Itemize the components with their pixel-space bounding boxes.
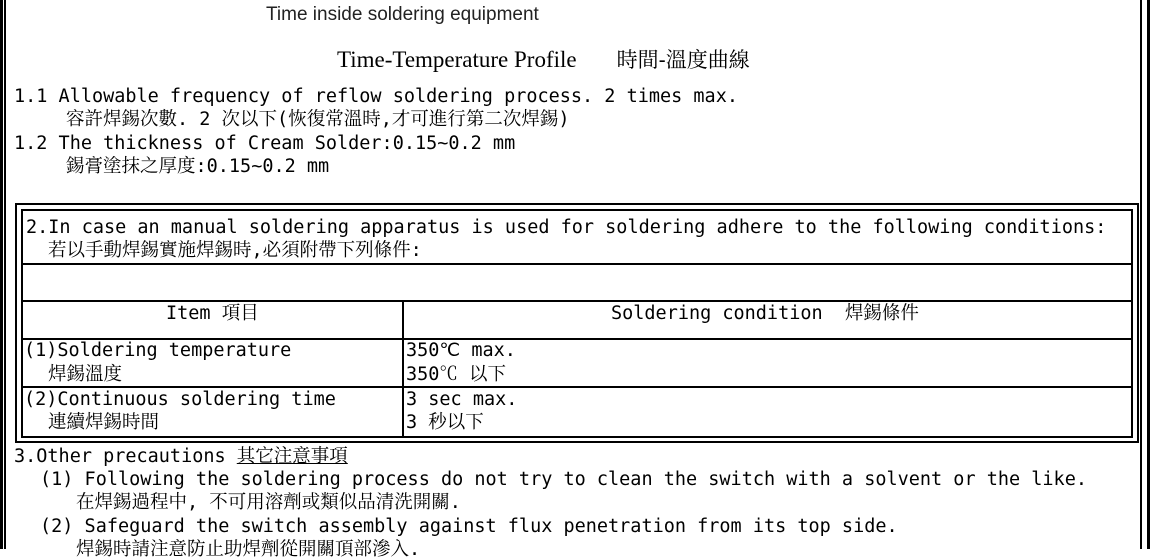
precaution-2-zh: 焊錫時請注意防止助焊劑從開關頂部滲入.: [76, 539, 421, 560]
precaution-2-en: (2) Safeguard the switch assembly against flux penetration from its top side.: [40, 516, 898, 537]
row-item-zh: 焊錫溫度: [48, 364, 123, 385]
page-frame-right: [1140, 0, 1150, 549]
table-divider: [21, 386, 1133, 388]
other-precautions-heading: [14, 448, 348, 467]
title-chinese: 時間-溫度曲線: [616, 48, 750, 72]
row-item-zh: 連續焊錫時間: [48, 412, 160, 433]
column-header-item: Item 項目: [166, 303, 259, 324]
manual-soldering-heading-en: 2.In case an manual soldering apparatus is used for soldering adhere to the following conditions:: [26, 217, 1107, 238]
row-condition-zh: 3 秒以下: [406, 412, 484, 433]
other-precautions-heading-zh: 其它注意事項: [236, 446, 348, 467]
table-divider: [21, 263, 1133, 265]
other-precautions-heading-en: 3.Other precautions: [14, 446, 237, 467]
title-english: Time-Temperature Profile: [337, 47, 577, 72]
row-condition-en: 350℃ max.: [406, 340, 516, 361]
manual-soldering-heading-zh: 若以手動焊錫實施焊錫時,必須附帶下列條件:: [48, 240, 422, 261]
row-condition-en: 3 sec max.: [406, 389, 518, 410]
column-header-condition: Soldering condition 焊錫條件: [611, 303, 919, 324]
row-condition-zh: 350℃ 以下: [406, 364, 507, 385]
table-divider: [21, 300, 1133, 302]
cream-solder-thickness-zh: 錫膏塗抹之厚度:0.15~0.2 mm: [66, 156, 330, 177]
row-item-en: (1)Soldering temperature: [24, 340, 292, 361]
reflow-frequency-zh: 容許焊錫次數. 2 次以下(恢復常溫時,才可進行第二次焊錫): [66, 109, 570, 130]
precaution-1-zh: 在焊錫過程中, 不可用溶劑或類似品清洗開關.: [76, 492, 461, 513]
page-title: [337, 44, 750, 74]
cream-solder-thickness-en: 1.2 The thickness of Cream Solder:0.15~0.2 mm: [14, 133, 516, 154]
row-item-en: (2)Continuous soldering time: [24, 389, 336, 410]
figure-caption: Time inside soldering equipment: [266, 4, 539, 25]
reflow-frequency-en: 1.1 Allowable frequency of reflow soldering process. 2 times max.: [14, 86, 738, 107]
page-frame-left: [0, 0, 6, 549]
precaution-1-en: (1) Following the soldering process do not try to clean the switch with a solvent or the like.: [40, 469, 1087, 490]
table-column-divider: [402, 300, 404, 438]
